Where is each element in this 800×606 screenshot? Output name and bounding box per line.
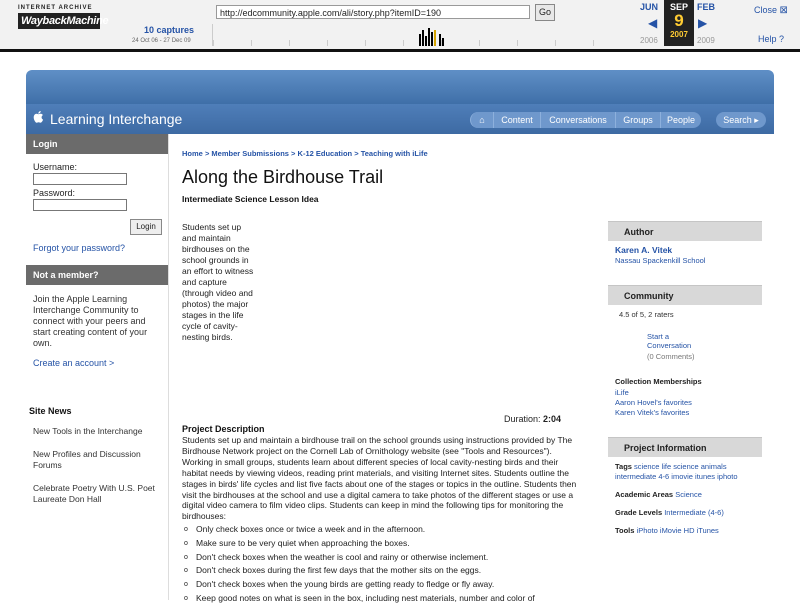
site-news-heading: Site News: [29, 406, 72, 416]
project-description: Students set up and maintain a birdhouse trail on the school grounds using instructions provided by The Birdhouse Network project on the Cornell Lab of Ornithology website (see "Tools and Resources"). Working in small groups, students learn about different species of local cavity-nesting birds and their habitat needs by viewing videos, reading print materials, and visiting Internet sites. Students outline the stages in birds' life cycles and list five facts about one of the stages or topics in the outline. Students then visit the birdhouses at the school and use a digital camera to take photos of the different stages or use a digital video camera to film video clips. Students can keep in mind the following tips for monitoring the birdhouses:: [182, 435, 577, 522]
rating-text: 4.5 of 5, 2 raters: [619, 310, 674, 319]
sparkline-bar: [434, 30, 436, 46]
grade-levels-row: [615, 508, 724, 517]
sparkline-bar: [425, 36, 427, 46]
tools-value[interactable]: iPhoto iMovie HD iTunes: [636, 526, 719, 535]
community-heading: Community: [608, 285, 762, 305]
site-title[interactable]: Learning Interchange: [50, 111, 183, 127]
nav-content-tab[interactable]: Content: [493, 112, 540, 128]
nav-groups-tab[interactable]: Groups: [615, 112, 660, 128]
start-conversation-line1: Start a: [647, 332, 670, 341]
current-day: 9: [674, 11, 684, 30]
apple-logo-icon: [33, 110, 45, 124]
captures-link[interactable]: 10 captures: [144, 25, 195, 35]
academic-areas-row: [615, 490, 702, 499]
sparkline-tick: [251, 40, 252, 46]
collection-link[interactable]: iLife: [615, 388, 629, 397]
start-conversation-line2: Conversation: [647, 341, 692, 350]
project-information-heading: Project Information: [608, 437, 762, 457]
capture-sparkline[interactable]: [212, 24, 631, 46]
help-label: Help: [758, 34, 777, 44]
breadcrumb-teaching-ilife[interactable]: Teaching with iLife: [360, 149, 428, 158]
academic-areas-value[interactable]: Science: [675, 490, 702, 499]
nav-conversations-tab[interactable]: Conversations: [540, 112, 615, 128]
sparkline-bar: [422, 30, 424, 46]
next-year-link[interactable]: 2009: [697, 36, 715, 45]
tags-line2[interactable]: intermediate 4-6 imovie itunes iphoto: [615, 472, 738, 481]
video-duration: [504, 414, 561, 424]
sparkline-tick: [327, 40, 328, 46]
login-heading: Login: [26, 134, 168, 154]
list-item: o Don't check boxes when the young birds are getting ready to fledge or fly away.: [182, 578, 582, 592]
list-item: o Only check boxes once or twice a week and in the afternoon.: [182, 523, 582, 537]
page-subtitle: Intermediate Science Lesson Idea: [182, 194, 319, 204]
site-top-bar: [26, 70, 774, 104]
sparkline-tick: [479, 40, 480, 46]
lesson-summary: Students set up and maintain birdhouses on the school grounds in an effort to witness and capture (through video and photos) the major stages in the life cycle of cavity-nesting birds.: [182, 222, 254, 342]
collection-link[interactable]: Karen Vitek's favorites: [615, 408, 690, 417]
wayback-logo-main: WaybackMachine: [18, 13, 100, 29]
sparkline-bar: [439, 34, 441, 46]
tools-row: [615, 526, 719, 535]
start-conversation-link[interactable]: [647, 332, 691, 350]
wayback-logo-top: INTERNET ARCHIVE: [18, 5, 93, 11]
username-label: Username:: [33, 162, 78, 172]
sparkline-bar: [431, 32, 433, 46]
list-item: o Keep good notes on what is seen in the box, including nest materials, number and color of: [182, 592, 582, 606]
list-item: o Don't check boxes when the weather is cool and rainy or otherwise inclement.: [182, 551, 582, 565]
sparkline-tick: [213, 40, 214, 46]
author-heading: Author: [608, 221, 762, 241]
breadcrumb-k12[interactable]: K-12 Education: [297, 149, 353, 158]
sparkline-bar: [428, 28, 430, 46]
tags-line1[interactable]: science life science animals: [634, 462, 727, 471]
sparkline-tick: [517, 40, 518, 46]
forgot-password-link[interactable]: Forgot your password?: [33, 243, 126, 253]
sparkline-tick: [555, 40, 556, 46]
nav-people-tab[interactable]: People: [660, 112, 701, 128]
monitoring-tips-list: [182, 523, 582, 606]
prev-month-link[interactable]: JUN: [639, 2, 658, 12]
member-description: Join the Apple Learning Interchange Community to connect with your peers and start creating content of your own.: [33, 294, 148, 348]
tools-label: Tools: [615, 526, 635, 535]
wayback-help-button[interactable]: [758, 34, 784, 44]
breadcrumb: [182, 149, 428, 158]
breadcrumb-member-submissions[interactable]: Member Submissions: [211, 149, 289, 158]
sparkline-tick: [289, 40, 290, 46]
not-member-heading: Not a member?: [26, 265, 168, 285]
academic-areas-label: Academic Areas: [615, 490, 674, 499]
duration-value: 2:04: [543, 414, 562, 424]
wayback-close-button[interactable]: [754, 5, 788, 16]
author-name-link[interactable]: Karen A. Vitek: [615, 245, 673, 255]
username-input[interactable]: [33, 173, 127, 185]
capture-date-range: 24 Oct 06 - 27 Dec 09: [132, 38, 191, 44]
tags-row: [615, 462, 727, 471]
close-label: Close: [754, 5, 778, 15]
sparkline-tick: [593, 40, 594, 46]
password-label: Password:: [33, 188, 76, 198]
news-item[interactable]: Celebrate Poetry With U.S. Poet Laureate Don Hall: [33, 483, 155, 504]
tags-label: Tags: [615, 462, 632, 471]
sparkline-tick: [403, 40, 404, 46]
sparkline-bar: [419, 34, 421, 46]
breadcrumb-separator: >: [291, 149, 296, 158]
current-capture-date: [664, 0, 694, 46]
page-title: Along the Birdhouse Trail: [182, 167, 384, 187]
current-month: SEP: [669, 2, 688, 12]
home-icon: ⌂: [479, 115, 485, 125]
wayback-url-input[interactable]: http://edcommunity.apple.com/ali/story.php?itemID=190: [216, 5, 530, 19]
wayback-toolbar: [0, 0, 800, 52]
site-header: [26, 104, 774, 134]
wayback-logo[interactable]: [18, 5, 109, 39]
news-item[interactable]: New Tools in the Interchange: [33, 426, 143, 436]
password-input[interactable]: [33, 199, 127, 211]
comment-count: (0 Comments): [647, 352, 695, 361]
login-button[interactable]: Login: [130, 219, 162, 235]
create-account-link[interactable]: Create an account >: [33, 358, 115, 368]
project-description-heading: Project Description: [182, 424, 265, 434]
list-item: o Don't check boxes during the first few days that the mother sits on the eggs.: [182, 564, 582, 578]
grade-levels-value[interactable]: Intermediate (4-6): [664, 508, 724, 517]
author-school-link[interactable]: Nassau Spackenkill School: [615, 256, 706, 265]
close-icon: ⊠: [779, 5, 788, 16]
duration-label: Duration:: [504, 414, 541, 424]
nav-home-button[interactable]: [470, 112, 493, 128]
collection-link[interactable]: Aaron Hovel's favorites: [615, 398, 692, 407]
sparkline-bar: [442, 38, 444, 46]
left-sidebar: [26, 134, 169, 600]
grade-levels-label: Grade Levels: [615, 508, 663, 517]
nav-search-button[interactable]: Search ▸: [716, 112, 766, 128]
sparkline-tick: [365, 40, 366, 46]
wayback-go-button[interactable]: Go: [535, 4, 555, 21]
breadcrumb-separator: >: [204, 149, 210, 158]
breadcrumb-separator: >: [354, 149, 359, 158]
collection-memberships-label: Collection Memberships: [615, 377, 702, 386]
prev-capture-arrow-icon[interactable]: ◀: [648, 16, 658, 30]
list-item: o Make sure to be very quiet when approaching the boxes.: [182, 537, 582, 551]
next-month-link[interactable]: FEB: [697, 2, 715, 12]
current-year: 2007: [670, 30, 688, 39]
help-icon: ?: [779, 34, 785, 44]
news-item[interactable]: New Profiles and Discussion Forums: [33, 449, 141, 470]
next-capture-arrow-icon[interactable]: ▶: [698, 16, 708, 30]
breadcrumb-home[interactable]: Home: [182, 149, 203, 158]
prev-year-link[interactable]: 2006: [640, 36, 658, 45]
